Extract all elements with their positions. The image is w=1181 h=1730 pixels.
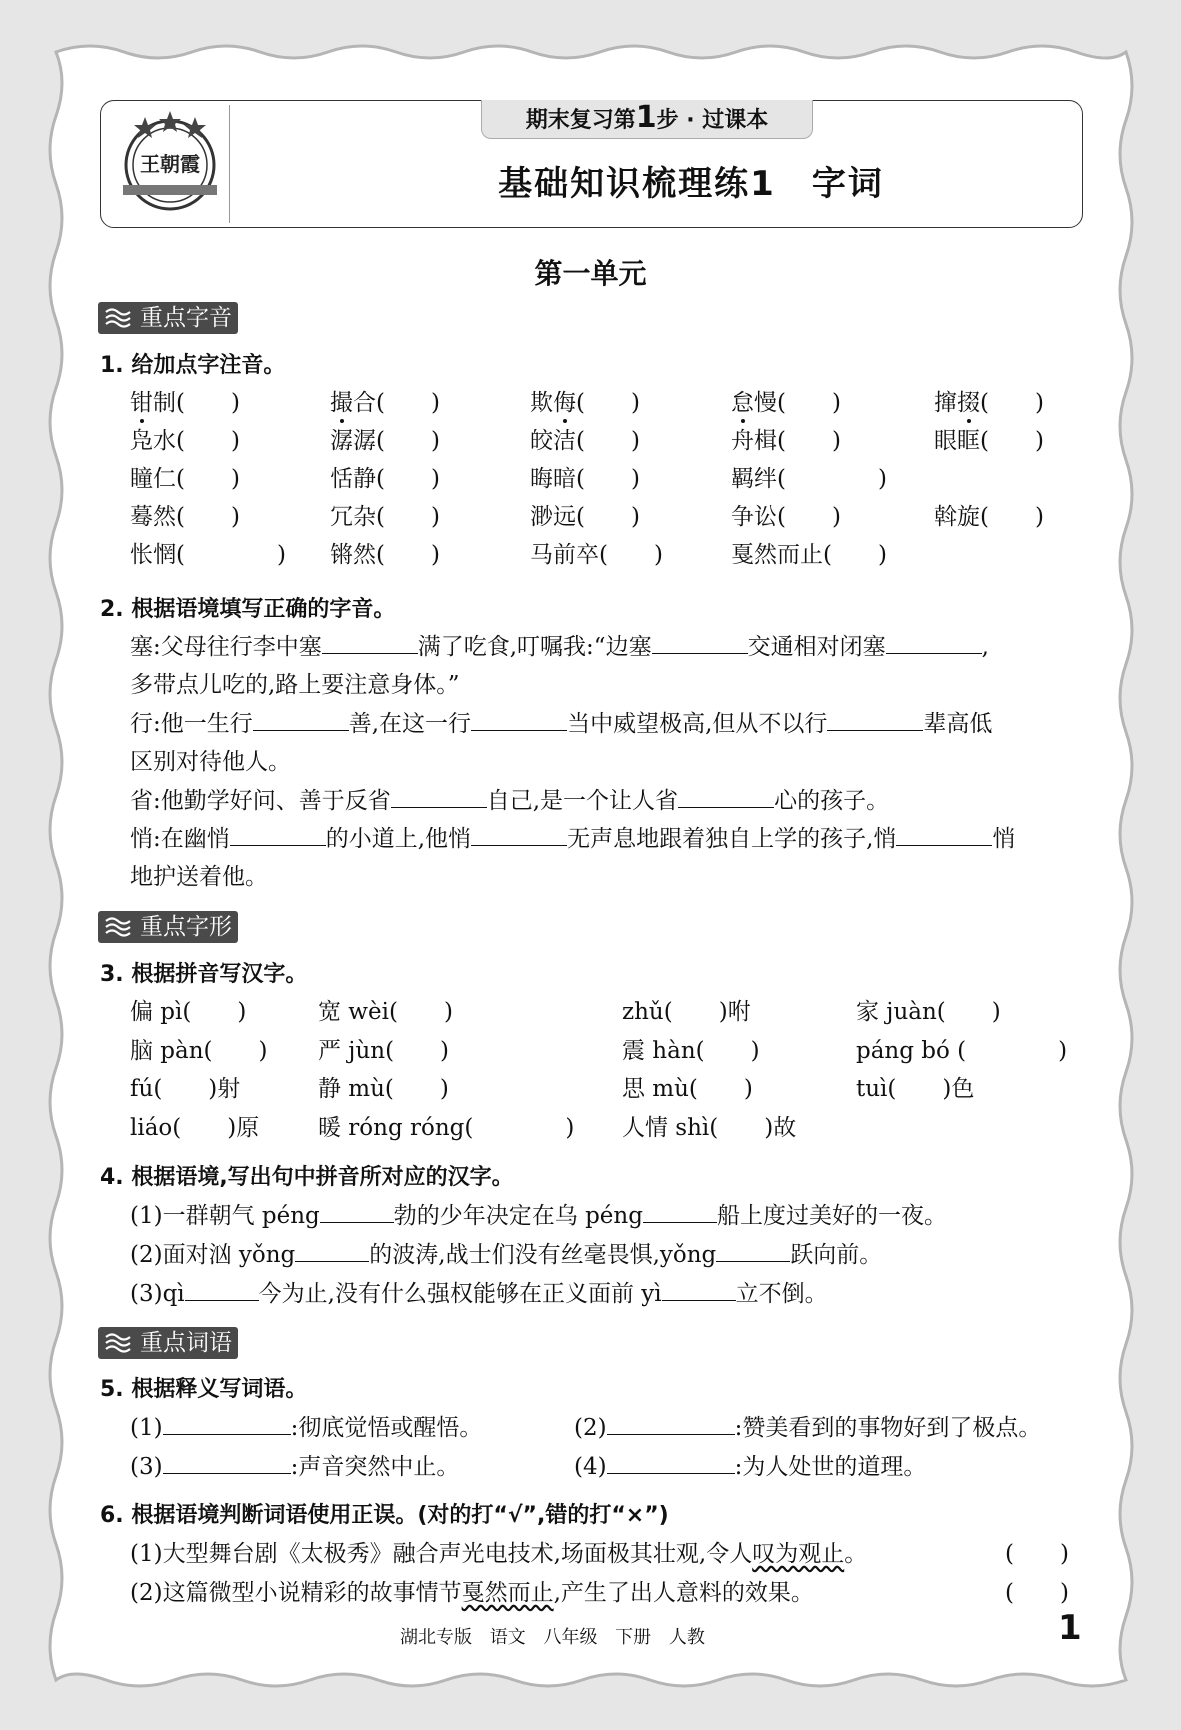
q1-item: 渺远( ) (530, 504, 640, 530)
page-title: 基础知识梳理练1 字词 (498, 164, 884, 204)
wave-icon (104, 1333, 134, 1353)
q3-item: zhǔ( )咐 (622, 999, 751, 1025)
question-1-title: 1. 给加点字注音。 (100, 353, 286, 378)
q3-item: 暖 róng róng( ) (318, 1115, 575, 1141)
q3-item: 严 jùn( ) (318, 1038, 450, 1064)
q1-item: 撺掇( ) (934, 390, 1044, 416)
q6-answer-box[interactable]: ( ) (1005, 1580, 1069, 1606)
page-number: 1 (1058, 1608, 1082, 1648)
q6-answer-box[interactable]: ( ) (1005, 1541, 1069, 1567)
section-header-pronunciation: 重点字音 (98, 302, 238, 334)
q3-item: páng bó ( ) (856, 1038, 1068, 1064)
wave-icon (104, 917, 134, 937)
q1-item: 舟楫( ) (731, 428, 841, 454)
q4-line: (2)面对汹 yǒng 的波涛,战士们没有丝毫畏惧,yǒng 跃向前。 (130, 1242, 883, 1268)
q1-item: 羁绊( ) (731, 466, 887, 492)
question-2-title: 2. 根据语境填写正确的字音。 (100, 597, 396, 622)
question-3-title: 3. 根据拼音写汉字。 (100, 962, 308, 987)
q2-line: 多带点儿吃的,路上要注意身体。” (130, 672, 460, 698)
question-4-title: 4. 根据语境,写出句中拼音所对应的汉字。 (100, 1165, 514, 1190)
q1-item: 锵然( ) (330, 542, 440, 568)
section-header-glyphs: 重点字形 (98, 911, 238, 943)
section-header-vocabulary: 重点词语 (98, 1327, 238, 1359)
q1-item: 欺侮( ) (530, 390, 640, 416)
q2-line: 行:他一生行 善,在这一行 当中威望极高,但从不以行 辈高低 (130, 711, 993, 737)
q2-line: 区别对待他人。 (130, 749, 291, 775)
question-6-title: 6. 根据语境判断词语使用正误。(对的打“√”,错的打“×”) (100, 1503, 669, 1528)
q4-line: (3)qì 今为止,没有什么强权能够在正义面前 yì 立不倒。 (130, 1281, 828, 1307)
q3-item: 偏 pì( ) (130, 999, 247, 1025)
q5-item: (2) :赞美看到的事物好到了极点。 (574, 1415, 1042, 1441)
q5-item: (4) :为人处世的道理。 (574, 1454, 927, 1480)
q3-item: 静 mù( ) (318, 1076, 449, 1102)
header-box (100, 100, 1083, 228)
q2-line: 塞:父母往行李中塞 满了吃食,叮嘱我:“边塞 交通相对闭塞 , (130, 634, 989, 660)
q1-item: 眼眶( ) (934, 428, 1044, 454)
q3-item: 人情 shì( )故 (622, 1115, 797, 1141)
q1-item: 凫水( ) (130, 428, 240, 454)
q1-item: 潺潺( ) (330, 428, 440, 454)
q1-item: 斡旋( ) (934, 504, 1044, 530)
svg-text:王朝霞: 王朝霞 (140, 152, 200, 176)
q3-item: 宽 wèi( ) (318, 999, 453, 1025)
question-5-title: 5. 根据释义写词语。 (100, 1377, 308, 1402)
q1-item: 怅惘( ) (130, 542, 286, 568)
q1-item: 钳制( ) (130, 390, 240, 416)
q3-item: liáo( )原 (130, 1115, 260, 1141)
q1-item: 瞳仁( ) (130, 466, 240, 492)
q1-item: 马前卒( ) (530, 542, 663, 568)
q1-item: 冗杂( ) (330, 504, 440, 530)
q3-item: 家 juàn( ) (856, 999, 1001, 1025)
q6-line: (2)这篇微型小说精彩的故事情节戛然而止,产生了出人意料的效果。 (130, 1580, 814, 1606)
q3-item: fú( )射 (130, 1076, 241, 1102)
q1-item: 怠慢( ) (731, 390, 841, 416)
review-step-tab: 期末复习第1步 · 过课本 (481, 100, 813, 139)
q1-item: 晦暗( ) (530, 466, 640, 492)
q1-item: 撮合( ) (330, 390, 440, 416)
q3-item: 脑 pàn( ) (130, 1038, 268, 1064)
q1-item: 蓦然( ) (130, 504, 240, 530)
q1-item: 皎洁( ) (530, 428, 640, 454)
q6-line: (1)大型舞台剧《太极秀》融合声光电技术,场面极其壮观,令人叹为观止。 (130, 1541, 868, 1567)
q3-item: 思 mù( ) (622, 1076, 753, 1102)
q1-item: 恬静( ) (330, 466, 440, 492)
header-divider (229, 105, 230, 223)
q4-line: (1)一群朝气 péng 勃的少年决定在乌 péng 船上度过美好的一夜。 (130, 1203, 947, 1229)
wave-icon (104, 308, 134, 328)
q3-item: 震 hàn( ) (622, 1038, 760, 1064)
q3-item: tuì( )色 (856, 1076, 975, 1102)
unit-heading: 第一单元 (534, 257, 647, 290)
q2-line: 省:他勤学好问、善于反省 自己,是一个让人省 心的孩子。 (130, 788, 890, 814)
q5-item: (1) :彻底觉悟或醒悟。 (130, 1415, 483, 1441)
footer-edition: 湖北专版 语文 八年级 下册 人教 (400, 1627, 705, 1648)
q1-item: 戛然而止( ) (731, 542, 887, 568)
q2-line: 地护送着他。 (130, 864, 268, 890)
q1-item: 争讼( ) (731, 504, 841, 530)
publisher-logo-icon (115, 107, 225, 217)
q5-item: (3) :声音突然中止。 (130, 1454, 460, 1480)
q2-line: 悄:在幽悄 的小道上,他悄 无声息地跟着独自上学的孩子,悄 悄 (130, 826, 1016, 852)
